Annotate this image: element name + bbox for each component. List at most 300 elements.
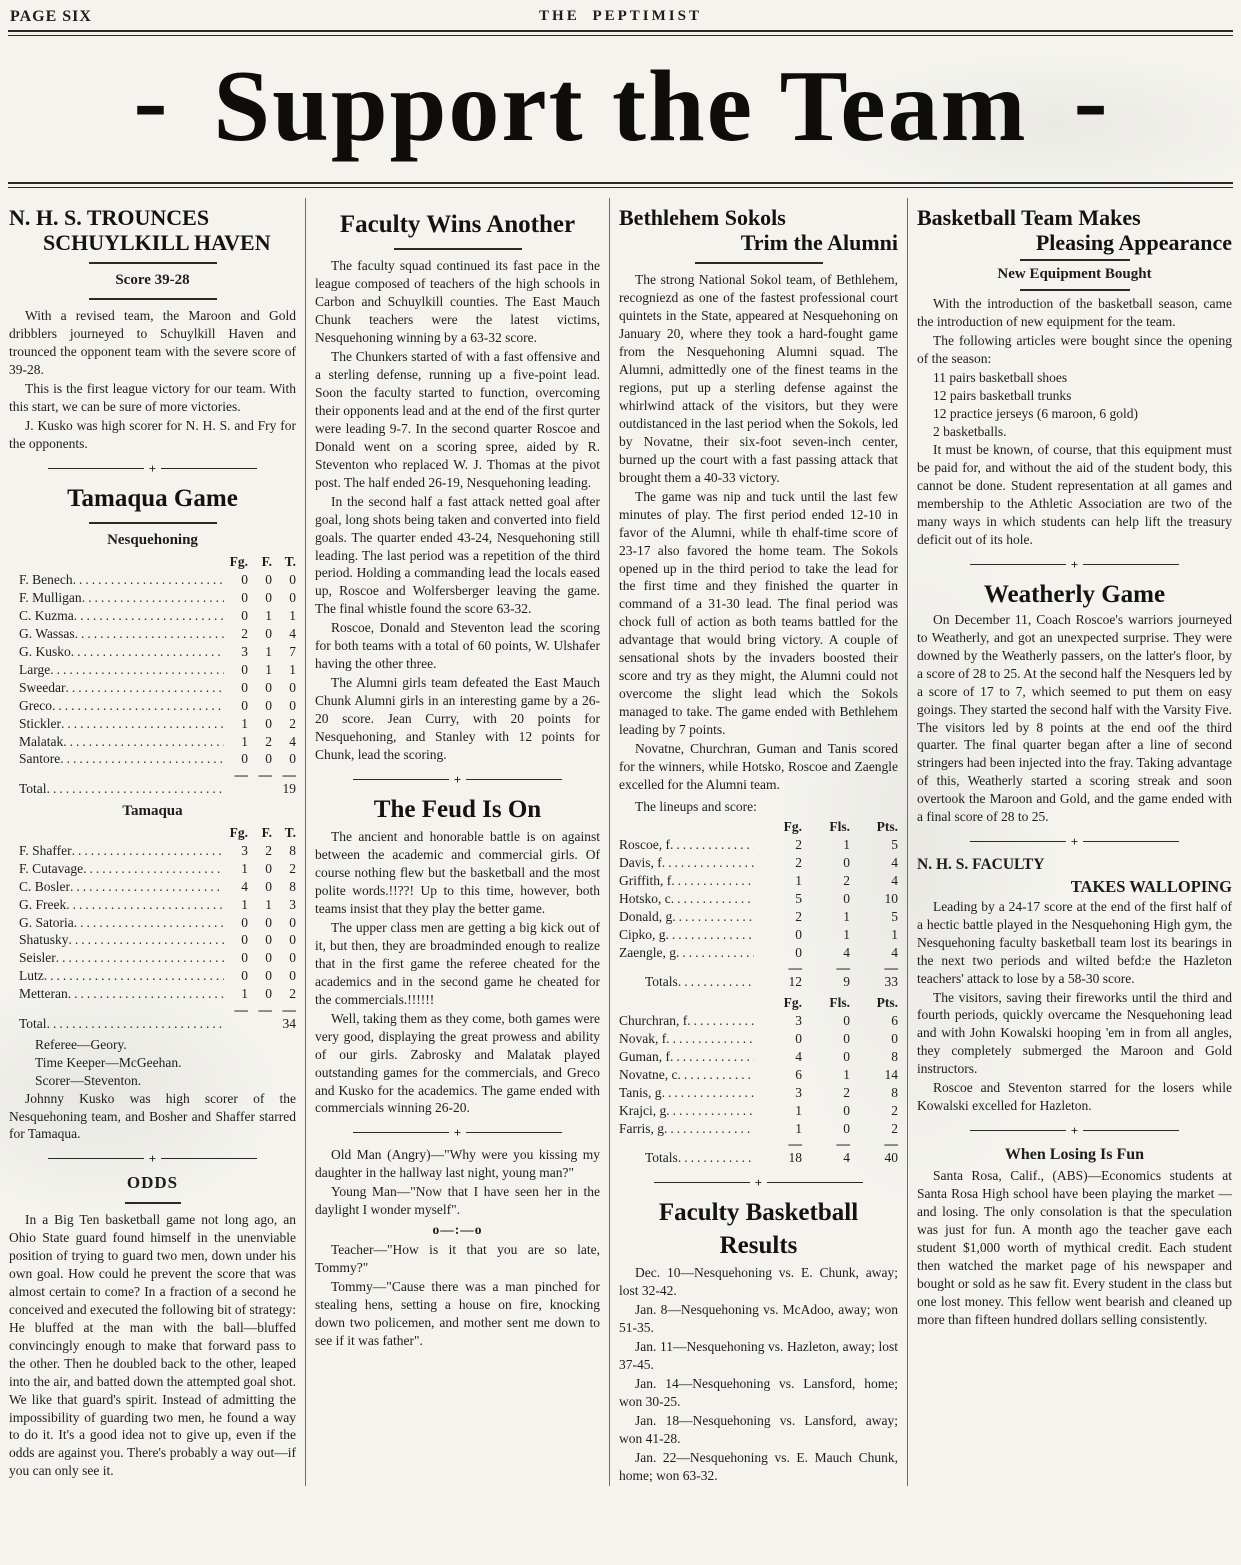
paragraph: The game was nip and tuck until the last few minutes of play. The first period ended 12-10 in favor of the Alumni, while th ehalf-time score of 23-17 also favored the home team. The Sokols opened up in the third period to take the lead for the first time and they finished the quarter in command of a 31-30 lead. The final period was chock full of action as both teams battled for the advantage that would bring victory. A couple of sensational shots by the invaders boosted their score and try as they might, the Alumni could not overcome the slight lead which the Sokols managed to take. The game ended with Bethlehem leading by 7 points. bbox=[619, 488, 898, 738]
player-name: F. Benech bbox=[19, 571, 73, 587]
stat-t: 0 bbox=[289, 679, 296, 695]
player-name: Tanis, g bbox=[619, 1084, 662, 1100]
stat-f: 1 bbox=[265, 661, 272, 677]
banner-dash-left: - bbox=[133, 44, 168, 157]
leader-dots bbox=[74, 607, 224, 625]
headline-line: Trim the Alumni bbox=[740, 229, 898, 255]
banner-headline: Support the Team bbox=[213, 50, 1028, 163]
leader-dots bbox=[670, 836, 754, 854]
leader-dots bbox=[676, 944, 754, 962]
stat-t: 1 bbox=[289, 607, 296, 623]
leader-dots bbox=[56, 949, 224, 967]
stat-fg: 1 bbox=[241, 986, 248, 1002]
rule bbox=[125, 1202, 181, 1204]
stat-t: 0 bbox=[289, 697, 296, 713]
player-name: Donald, g bbox=[619, 908, 673, 924]
leader-dots bbox=[63, 733, 224, 751]
stat-t: 1 bbox=[289, 661, 296, 677]
stat-f: 0 bbox=[265, 986, 272, 1002]
paragraph: Roscoe and Steventon starred for the losers while Kowalski excelled for Hazleton. bbox=[917, 1080, 1232, 1114]
divider-ornament bbox=[917, 558, 1232, 571]
total-pts: 40 bbox=[884, 1149, 898, 1165]
leader-dots bbox=[50, 661, 224, 679]
stat-col-label: Fls. bbox=[829, 818, 850, 834]
paragraph: With a revised team, the Maroon and Gold dribblers journeyed to Schuylkill Haven and trounced the opponent team with the severe score of 39-28. bbox=[9, 308, 296, 378]
box-score-row bbox=[9, 985, 296, 1003]
stat-fls: 4 bbox=[843, 944, 850, 960]
stat-fls: 1 bbox=[843, 908, 850, 924]
box-score-row bbox=[9, 842, 296, 860]
section-title-tamaqua-game: Tamaqua Game bbox=[67, 484, 238, 512]
stat-f: 0 bbox=[265, 751, 272, 767]
stat-f: 0 bbox=[265, 679, 272, 695]
leader-dots bbox=[60, 750, 224, 768]
box-score-row bbox=[9, 607, 296, 625]
leader-dots bbox=[672, 908, 754, 926]
paragraph: In the second half a fast attack netted goal after goal, long shots being taken and converted into field goals. The quarter ended 43-24, Nesquehoning still leading. The last period was a repetition of the third period. Holding a commanding lead the locals eased up, Roscoe and Wolfersberger leaving the game. The final whistle found the score 63-32. bbox=[315, 493, 600, 617]
total-label: Total bbox=[19, 780, 47, 796]
total-row bbox=[9, 1015, 296, 1033]
box-score-row bbox=[9, 697, 296, 715]
page-label: PAGE SIX bbox=[10, 8, 92, 25]
player-name: Lutz bbox=[19, 968, 44, 984]
joke-list bbox=[315, 1146, 600, 1219]
stat-fls: 0 bbox=[843, 890, 850, 906]
joke-paragraph: Old Man (Angry)—"Why were you kissing my daughter in the hallway last night, young man?" bbox=[315, 1147, 600, 1181]
player-name: Stickler bbox=[19, 715, 61, 731]
rule bbox=[89, 522, 217, 524]
headline-line: N. H. S. FACULTY bbox=[917, 856, 1045, 874]
player-name: G. Freek bbox=[19, 896, 67, 912]
stat-fg: 3 bbox=[241, 842, 248, 858]
player-name: Churchran, f bbox=[619, 1012, 688, 1028]
result-entry: Jan. 18—Nesquehoning vs. Lansford, away; won 41-28. bbox=[619, 1413, 898, 1446]
equipment-item: 12 pairs basketball trunks bbox=[933, 387, 1072, 403]
player-name: Zaengle, g bbox=[619, 944, 676, 960]
total-label: Totals bbox=[645, 1149, 678, 1165]
stat-fg: 0 bbox=[241, 661, 248, 677]
leader-dots bbox=[65, 679, 224, 697]
stat-pts: 8 bbox=[891, 1048, 898, 1064]
box-score-row bbox=[619, 1066, 898, 1084]
divider-ornament bbox=[315, 773, 600, 786]
stat-fg: 0 bbox=[241, 914, 248, 930]
leader-dots bbox=[70, 878, 224, 896]
result-entry: Jan. 22—Nesquehoning vs. E. Mauch Chunk, home; won 63-32. bbox=[619, 1449, 898, 1483]
stat-col-label: Fg. bbox=[783, 994, 802, 1010]
paragraph: The strong National Sokol team, of Bethlehem, recogniezd as one of the fastest professional court quintets in the State, appeared at Nesquehoning on January 20, where they took a hard-fought game from the Nesquehoning Alumni squad. The Alumni, admittedly one of the finest teams in the regions, put up a sterling defense against the whirlwind attack of the visitors, but they were outdistanced in the last period when the Sokols, led by Novatne, their six-foot seven-inch center, burned up the court with a fast passing attack that brought them a 40-33 victory. bbox=[619, 272, 898, 485]
divider-ornament bbox=[9, 462, 296, 475]
stat-pts: 8 bbox=[891, 1084, 898, 1100]
leader-dots bbox=[666, 1030, 754, 1048]
cross-ornament-icon: + bbox=[148, 1151, 157, 1167]
page-header bbox=[0, 0, 1241, 28]
total-fls: 4 bbox=[843, 1149, 850, 1165]
player-name: F. Shaffer bbox=[19, 842, 72, 858]
stat-fg: 3 bbox=[241, 643, 248, 659]
stat-col-label: Fg. bbox=[229, 824, 248, 840]
player-name: Krajci, g bbox=[619, 1102, 667, 1118]
paragraph: It must be known, of course, that this equipment must be paid for, and without the aid of the student body, this cannot be done. Student representation at all games and membership to the Athletic Association are two of the many ways in which students can help lift the treasury deficit out of its hole. bbox=[917, 441, 1232, 547]
article-headline-faculty-results: Faculty Basketball Results bbox=[658, 1198, 859, 1260]
stat-pts: 0 bbox=[891, 1030, 898, 1046]
rule bbox=[394, 248, 522, 250]
box-score-row bbox=[9, 931, 296, 949]
player-name: Santore bbox=[19, 751, 61, 767]
leader-dots bbox=[52, 697, 224, 715]
stat-fg: 0 bbox=[795, 926, 802, 942]
paragraph: Well, taking them as they come, both games were very good, displaying the great prowess and ability of our girls. Zabrosky and Malatak played outstanding games for the commercials, and Greco and Kusko for the academics. The game ended with commercials winning 26-20. bbox=[315, 1010, 600, 1116]
stat-pts: 4 bbox=[891, 854, 898, 870]
stat-t: 0 bbox=[289, 914, 296, 930]
stat-header bbox=[9, 824, 296, 842]
stat-fg: 2 bbox=[795, 908, 802, 924]
stat-pts: 14 bbox=[884, 1066, 898, 1082]
box-score-row bbox=[619, 890, 898, 908]
box-score-row bbox=[9, 661, 296, 679]
lineups-label: The lineups and score: bbox=[635, 798, 757, 814]
banner-dash-right: - bbox=[1073, 44, 1108, 157]
article-headline-appearance bbox=[917, 206, 1232, 255]
box-score-row bbox=[9, 750, 296, 768]
paragraph: The Alumni girls team defeated the East Mauch Chunk Alumni girls in an interesting game by a 26-20 score. Jean Curry, with 20 points for Nesquehoning, and Stanley with 12 points for Chunk, lead the scoring. bbox=[315, 675, 600, 762]
headline-line: N. H. S. TROUNCES bbox=[9, 205, 210, 230]
paragraph: The Chunkers started of with a fast offensive and a sterling defense, running up a five-point lead. Soon the faculty started to function, overcoming their opponents lead and at the end of the first qurter were leading 9-7. In the second quarter Roscoe and Donald went on a scoring spree, aided by R. Steventon who replaced W. J. Thomas at the pivot post. The half ended 26-19, Nesquehoning leading. bbox=[315, 349, 600, 490]
stat-t: 2 bbox=[289, 986, 296, 1002]
stat-fg: 1 bbox=[241, 860, 248, 876]
player-name: C. Bosler bbox=[19, 878, 71, 894]
stat-f: 1 bbox=[265, 643, 272, 659]
stat-col-label: Pts. bbox=[876, 818, 898, 834]
joke-list bbox=[315, 1241, 600, 1350]
paragraph: The faculty squad continued its fast pace in the league composed of teachers of the high schools in Carbon and Schuylkill counties. The East Mauch Chunk teachers were the latest victims, Nesquehoning winning by a 63-32 score. bbox=[315, 258, 600, 346]
stat-fg: 2 bbox=[795, 836, 802, 852]
article-headline-weatherly: Weatherly Game bbox=[983, 580, 1166, 608]
stat-fls: 0 bbox=[843, 1048, 850, 1064]
stat-t: 2 bbox=[289, 860, 296, 876]
total-fg: 12 bbox=[788, 973, 802, 989]
banner-rule bbox=[8, 182, 1233, 188]
leader-dots bbox=[666, 1102, 754, 1120]
stat-pts: 1 bbox=[891, 926, 898, 942]
total-row bbox=[9, 780, 296, 798]
stat-fg: 0 bbox=[241, 571, 248, 587]
headline-line: SCHUYLKILL HAVEN bbox=[43, 229, 271, 255]
leader-dots bbox=[671, 890, 754, 908]
stat-fg: 0 bbox=[241, 932, 248, 948]
leader-dots bbox=[666, 926, 754, 944]
stat-pts: 5 bbox=[891, 836, 898, 852]
results-list bbox=[619, 1264, 898, 1484]
stat-fls: 0 bbox=[843, 1102, 850, 1118]
paragraph-list bbox=[619, 271, 898, 794]
cross-ornament-icon: + bbox=[453, 1125, 462, 1141]
column-1 bbox=[0, 198, 306, 1486]
stat-pts: 2 bbox=[891, 1102, 898, 1118]
rule bbox=[1020, 259, 1130, 261]
paragraph-list bbox=[315, 828, 600, 1117]
stat-t: 3 bbox=[289, 896, 296, 912]
stat-f: 0 bbox=[265, 914, 272, 930]
cross-ornament-icon: + bbox=[1070, 1123, 1079, 1139]
total-dashes: — — — bbox=[234, 1002, 296, 1018]
stat-t: 0 bbox=[289, 751, 296, 767]
result-entry: Jan. 11—Nesquehoning vs. Hazleton, away; lost 37-45. bbox=[619, 1339, 898, 1373]
stat-col-label: F. bbox=[261, 554, 272, 569]
paragraph-list bbox=[9, 1211, 296, 1480]
player-name: Guman, f bbox=[619, 1048, 670, 1064]
total-pts: 33 bbox=[884, 973, 898, 989]
stat-fg: 3 bbox=[795, 1012, 802, 1028]
section-title-odds: ODDS bbox=[126, 1173, 179, 1193]
total-dashes: — — — bbox=[788, 960, 898, 976]
total-value: 19 bbox=[282, 780, 296, 796]
player-name: Davis, f bbox=[619, 854, 662, 870]
result-entry: Jan. 8—Nesquehoning vs. McAdoo, away; won 51-35. bbox=[619, 1302, 898, 1336]
stat-f: 0 bbox=[265, 950, 272, 966]
paragraph: Novatne, Churchran, Guman and Tanis scored for the winners, while Hotsko, Roscoe and Zaengle excelled for the Alumni team. bbox=[619, 741, 898, 792]
stat-fg: 0 bbox=[795, 1030, 802, 1046]
player-name: G. Satoria bbox=[19, 914, 74, 930]
box-score-row bbox=[9, 878, 296, 896]
paragraph-list bbox=[315, 257, 600, 764]
leader-dots bbox=[677, 1066, 754, 1084]
leader-dots bbox=[72, 842, 224, 860]
headline-line: TAKES WALLOPING bbox=[1070, 876, 1232, 896]
stat-fg: 0 bbox=[241, 589, 248, 605]
headline-line: Pleasing Appearance bbox=[1035, 229, 1232, 255]
article-headline-sokols bbox=[619, 206, 898, 255]
stat-t: 0 bbox=[289, 950, 296, 966]
box-score-row bbox=[9, 860, 296, 878]
stat-f: 0 bbox=[265, 715, 272, 731]
box-score-row bbox=[619, 1120, 898, 1138]
stat-fg: 2 bbox=[241, 625, 248, 641]
stat-f: 0 bbox=[265, 589, 272, 605]
stat-fg: 0 bbox=[241, 607, 248, 623]
paragraph: On December 11, Coach Roscoe's warriors journeyed to Weatherly, and got an unexpected surprise. They were downed by the Weatherly passers, on the latter's floor, by a score of 28 to 25. At the second half the Nesquers led by a score of 17 to 7, which seemed to put them on easy goings. They started the second half with the Varsity Five. The visitors led by 8 points at the end oof the third quarter. The final quarter began after a line of second stringers had been injected into the fray. Taking advantage of this, Weatherly started a scoring streak and soon overtook the Maroon and Gold, and the game ended with a final score of 28 to 25. bbox=[917, 611, 1232, 825]
stat-f: 0 bbox=[265, 697, 272, 713]
joke-paragraph: Teacher—"How is it that you are so late, Tommy?" bbox=[315, 1242, 600, 1276]
paragraph: The following articles were bought since the opening of the season: bbox=[917, 333, 1232, 367]
paragraph: The ancient and honorable battle is on against between the academic and commercial girls. Of course nothing flew but the basketball and the most polite words.!!??! Up to this time, however, both teams insist that they play the better game. bbox=[315, 829, 600, 916]
stat-col-label: Pts. bbox=[876, 994, 898, 1010]
stat-t: 4 bbox=[289, 733, 296, 749]
leader-dots bbox=[687, 1012, 754, 1030]
paragraph-list bbox=[9, 307, 296, 453]
player-name: Hotsko, c bbox=[619, 890, 671, 906]
cross-ornament-icon: + bbox=[453, 771, 462, 787]
box-score-row bbox=[619, 872, 898, 890]
rule bbox=[695, 262, 823, 264]
box-score-row bbox=[619, 1030, 898, 1048]
stat-t: 8 bbox=[289, 842, 296, 858]
player-name: F. Cutavage bbox=[19, 860, 84, 876]
official-line: Scorer—Steventon. bbox=[35, 1072, 142, 1088]
stat-pts: 6 bbox=[891, 1012, 898, 1028]
paragraph: Roscoe, Donald and Steventon lead the scoring for both teams with a total of 60 points, W. Ulshafer having the other three. bbox=[315, 620, 600, 672]
total-row bbox=[619, 973, 898, 991]
stat-fg: 0 bbox=[241, 968, 248, 984]
stat-col-label: Fg. bbox=[783, 818, 802, 834]
stat-col-label: Fls. bbox=[829, 994, 850, 1010]
stat-fg: 0 bbox=[795, 944, 802, 960]
stat-fg: 5 bbox=[795, 890, 802, 906]
box-score-table bbox=[9, 571, 296, 768]
stat-col-label: T. bbox=[284, 824, 296, 840]
article-headline-faculty-wins: Faculty Wins Another bbox=[339, 211, 576, 238]
stat-f: 1 bbox=[265, 607, 272, 623]
leader-dots bbox=[670, 1048, 754, 1066]
team-name: Tamaqua bbox=[122, 802, 183, 819]
box-score-row bbox=[9, 733, 296, 751]
leader-dots bbox=[75, 625, 224, 643]
stat-fg: 1 bbox=[241, 733, 248, 749]
leader-dots bbox=[61, 715, 224, 733]
rule bbox=[89, 298, 217, 300]
paragraph: The visitors, saving their fireworks until the third and fourth periods, quickly overcame the Nesquehoning lead and with John Kowalski hooping 'em in from all angles, they completely submerged the Maroon and Gold instructors. bbox=[917, 989, 1232, 1077]
player-name: Sweedar bbox=[19, 679, 66, 695]
player-name: Malatak bbox=[19, 733, 64, 749]
result-entry: Dec. 10—Nesquehoning vs. E. Chunk, away; lost 32-42. bbox=[619, 1265, 898, 1299]
stat-pts: 2 bbox=[891, 1120, 898, 1136]
stat-fg: 4 bbox=[241, 878, 248, 894]
stat-t: 2 bbox=[289, 715, 296, 731]
article-headline-trounces bbox=[9, 206, 296, 255]
stat-fls: 0 bbox=[843, 1030, 850, 1046]
leader-dots bbox=[47, 780, 224, 798]
team-name: Nesquehoning bbox=[107, 532, 198, 549]
equipment-list bbox=[917, 369, 1232, 441]
box-score-row bbox=[619, 1084, 898, 1102]
player-name: Cipko, g bbox=[619, 926, 666, 942]
player-name: Large bbox=[19, 661, 51, 677]
stat-f: 0 bbox=[265, 932, 272, 948]
joke-paragraph: Tommy—"Cause there was a man pinched for stealing hens, setting a house on fire, knocking down two policemen, and mother sent me down to see if it was father". bbox=[315, 1279, 600, 1348]
player-name: C. Kuzma bbox=[19, 607, 74, 623]
rule bbox=[89, 262, 217, 264]
leader-dots bbox=[74, 914, 224, 932]
officials-list bbox=[9, 1036, 296, 1090]
box-score-table bbox=[619, 836, 898, 962]
box-score-row bbox=[619, 1012, 898, 1030]
equipment-item: 11 pairs basketball shoes bbox=[933, 370, 1068, 385]
leader-dots bbox=[678, 1149, 754, 1167]
paragraph: This is the first league victory for our team. With this start, we can be sure of more victories. bbox=[9, 381, 296, 414]
stat-fg: 6 bbox=[795, 1066, 802, 1082]
cross-ornament-icon: + bbox=[754, 1174, 763, 1190]
box-score-row bbox=[619, 926, 898, 944]
score-subhead: Score 39-28 bbox=[115, 272, 190, 289]
total-row bbox=[619, 1149, 898, 1167]
box-score-row bbox=[9, 949, 296, 967]
stat-f: 0 bbox=[265, 571, 272, 587]
column-4 bbox=[908, 198, 1241, 1486]
equipment-item: 12 practice jerseys (6 maroon, 6 gold) bbox=[933, 405, 1139, 421]
divider-ornament bbox=[917, 835, 1232, 848]
stat-fls: 0 bbox=[843, 854, 850, 870]
stat-col-label: Fg. bbox=[229, 554, 248, 569]
stat-col-label: T. bbox=[284, 554, 296, 569]
stat-fg: 1 bbox=[241, 896, 248, 912]
box-score-row bbox=[619, 944, 898, 962]
total-value: 34 bbox=[282, 1015, 296, 1031]
box-score-row bbox=[619, 1048, 898, 1066]
box-score-row bbox=[619, 1102, 898, 1120]
box-score-row bbox=[9, 571, 296, 589]
joke-separator: o—:—o bbox=[432, 1222, 483, 1238]
column-3 bbox=[610, 198, 908, 1486]
banner bbox=[0, 38, 1241, 176]
stat-header bbox=[619, 994, 898, 1012]
total-dashes: — — — bbox=[788, 1136, 898, 1152]
player-name: Farris, g bbox=[619, 1120, 664, 1136]
stat-fls: 1 bbox=[843, 926, 850, 942]
stat-t: 0 bbox=[289, 571, 296, 587]
leader-dots bbox=[671, 872, 754, 890]
header-rule bbox=[8, 30, 1233, 36]
stat-fg: 3 bbox=[795, 1084, 802, 1100]
stat-fls: 2 bbox=[843, 872, 850, 888]
paragraph: The upper class men are getting a big kick out of it, but then, they are broadminded enough to realize that in the first game the referee cheated for the academics and in the second game he cheated for the commercials.!!!!!! bbox=[315, 919, 600, 1007]
paragraph: In a Big Ten basketball game not long ago, an Ohio State guard found himself in the unenviable position of trying to guard two men, down under his own goal. How could he prevent the score that was almost certain to come? In a fraction of a second he conceived and executed the following bit of strategy: He bluffed at the man with the ball—bluffed convincingly enough to make that forward pass to the other. Then he doubled back to the other, leaped into the air, and batted down the attempted goal shot. We like that guard's spirit. Instead of admitting the impossibility of guarding two men, he found a way to do it. It's a good idea not to give up, even if the odds are against you. There's probably a way out—if you can only see it. bbox=[9, 1212, 296, 1479]
paragraph: J. Kusko was high scorer for N. H. S. and Fry for the opponents. bbox=[9, 417, 296, 451]
stat-f: 2 bbox=[265, 733, 272, 749]
leader-dots bbox=[47, 1015, 224, 1033]
box-score-row bbox=[9, 589, 296, 607]
stat-fg: 1 bbox=[795, 1120, 802, 1136]
leader-dots bbox=[662, 1084, 754, 1102]
stat-fg: 1 bbox=[795, 872, 802, 888]
box-score-row bbox=[619, 836, 898, 854]
box-score-row bbox=[9, 625, 296, 643]
total-label: Totals bbox=[645, 973, 678, 989]
player-name: Novatne, c bbox=[619, 1066, 678, 1082]
leader-dots bbox=[69, 931, 224, 949]
stat-f: 0 bbox=[265, 860, 272, 876]
total-dashes: — — — bbox=[234, 767, 296, 783]
stat-fg: 1 bbox=[241, 715, 248, 731]
player-name: Seisler bbox=[19, 950, 56, 966]
cross-ornament-icon: + bbox=[1070, 556, 1079, 572]
leader-dots bbox=[73, 571, 224, 589]
divider-ornament bbox=[619, 1176, 898, 1189]
cross-ornament-icon: + bbox=[1070, 834, 1079, 850]
stat-fls: 2 bbox=[843, 1084, 850, 1100]
stat-header bbox=[619, 818, 898, 836]
columns bbox=[0, 198, 1241, 1486]
stat-fls: 0 bbox=[843, 1012, 850, 1028]
paragraph-list bbox=[917, 898, 1232, 1115]
paragraph: With the introduction of the basketball season, came the introduction of new equipment for the team. bbox=[917, 296, 1232, 330]
stat-t: 0 bbox=[289, 968, 296, 984]
stat-fg: 0 bbox=[241, 950, 248, 966]
stat-fg: 0 bbox=[241, 697, 248, 713]
stat-t: 7 bbox=[289, 643, 296, 659]
box-score-row bbox=[9, 914, 296, 932]
article-headline-when-losing: When Losing Is Fun bbox=[1004, 1146, 1145, 1164]
box-score-row bbox=[619, 908, 898, 926]
stat-f: 0 bbox=[265, 878, 272, 894]
total-label: Total bbox=[19, 1015, 47, 1031]
official-line: Time Keeper—McGeehan. bbox=[35, 1054, 182, 1070]
player-name: Shatusky bbox=[19, 932, 69, 948]
joke-paragraph: Young Man—"Now that I have seen her in the daylight I wonder myself". bbox=[315, 1184, 600, 1218]
player-name: Metteran bbox=[19, 986, 68, 1002]
stat-f: 0 bbox=[265, 968, 272, 984]
box-score-row bbox=[619, 854, 898, 872]
headline-line: Bethlehem Sokols bbox=[619, 205, 786, 230]
